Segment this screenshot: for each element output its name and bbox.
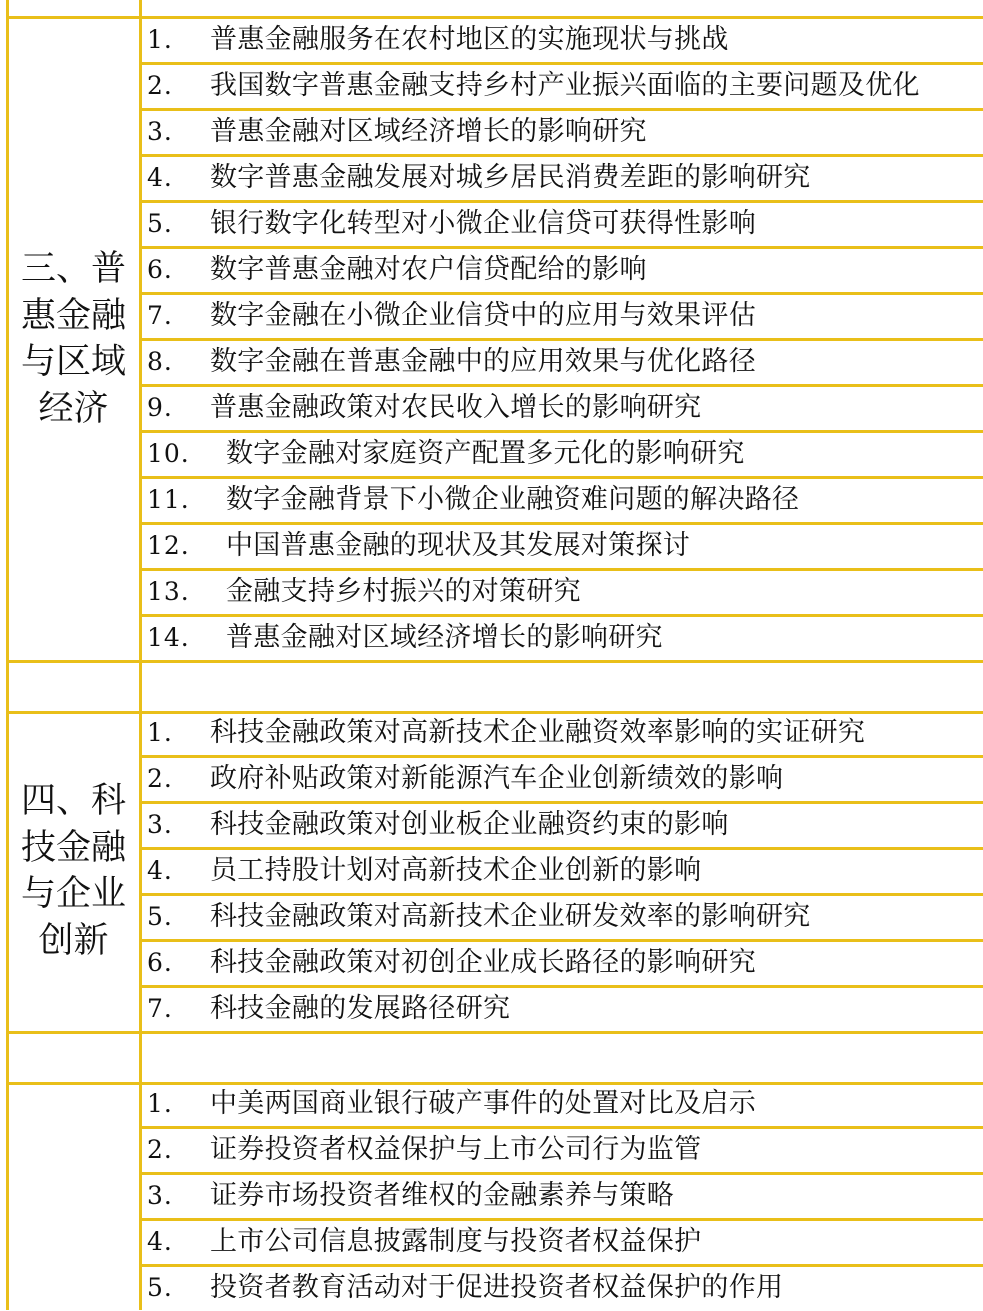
table-row xyxy=(141,523,983,569)
item-number: 2. xyxy=(147,764,173,793)
item-number: 1. xyxy=(147,25,173,54)
table-row xyxy=(141,615,983,661)
item-number: 5. xyxy=(147,209,173,238)
table-row xyxy=(141,17,983,63)
table-row xyxy=(141,1265,983,1311)
table-row xyxy=(141,1127,983,1173)
item-title: 金融支持乡村振兴的对策研究 xyxy=(226,576,581,607)
item-number: 6. xyxy=(147,255,173,284)
item-number: 2. xyxy=(147,71,173,100)
item-number: 14. xyxy=(147,623,190,652)
table-row xyxy=(141,155,983,201)
item-title: 上市公司信息披露制度与投资者权益保护 xyxy=(210,1226,702,1257)
item-title: 数字金融对家庭资产配置多元化的影响研究 xyxy=(226,438,745,469)
table-row xyxy=(141,201,983,247)
table-row xyxy=(141,477,983,523)
table-row xyxy=(141,431,983,477)
item-number: 7. xyxy=(147,994,173,1023)
section-bottom-border xyxy=(6,1031,983,1034)
item-number: 3. xyxy=(147,1181,173,1210)
item-title: 我国数字普惠金融支持乡村产业振兴面临的主要问题及优化 xyxy=(210,70,920,101)
table-row xyxy=(141,986,983,1032)
item-number: 11. xyxy=(147,485,190,514)
item-title: 员工持股计划对高新技术企业创新的影响 xyxy=(210,855,702,886)
section-label-cell xyxy=(6,17,141,661)
item-title: 银行数字化转型对小微企业信贷可获得性影响 xyxy=(210,208,756,239)
item-title: 中国普惠金融的现状及其发展对策探讨 xyxy=(226,530,691,561)
table-row xyxy=(141,293,983,339)
table-row xyxy=(141,848,983,894)
item-number: 4. xyxy=(147,163,173,192)
item-title: 中美两国商业银行破产事件的处置对比及启示 xyxy=(210,1088,756,1119)
item-title: 科技金融政策对高新技术企业融资效率影响的实证研究 xyxy=(210,717,866,748)
table-row xyxy=(141,1219,983,1265)
item-title: 科技金融政策对高新技术企业研发效率的影响研究 xyxy=(210,901,811,932)
item-number: 3. xyxy=(147,810,173,839)
item-title: 证券投资者权益保护与上市公司行为监管 xyxy=(210,1134,702,1165)
table-row xyxy=(141,1081,983,1127)
item-title: 普惠金融政策对农民收入增长的影响研究 xyxy=(210,392,702,423)
item-title: 科技金融政策对初创企业成长路径的影响研究 xyxy=(210,947,756,978)
item-number: 5. xyxy=(147,902,173,931)
table-row xyxy=(141,63,983,109)
item-title: 普惠金融服务在农村地区的实施现状与挑战 xyxy=(210,24,729,55)
table-row xyxy=(141,569,983,615)
section-bottom-border xyxy=(6,660,983,663)
item-number: 4. xyxy=(147,1227,173,1256)
item-title: 普惠金融对区域经济增长的影响研究 xyxy=(210,116,647,147)
section-label-cell xyxy=(6,710,141,1032)
item-number: 1. xyxy=(147,718,173,747)
item-number: 1. xyxy=(147,1089,173,1118)
item-number: 2. xyxy=(147,1135,173,1164)
table-row xyxy=(141,756,983,802)
item-title: 科技金融的发展路径研究 xyxy=(210,993,511,1024)
item-title: 投资者教育活动对于促进投资者权益保护的作用 xyxy=(210,1272,784,1303)
item-number: 6. xyxy=(147,948,173,977)
table-row xyxy=(141,940,983,986)
item-title: 数字金融在普惠金融中的应用效果与优化路径 xyxy=(210,346,756,377)
item-title: 数字金融在小微企业信贷中的应用与效果评估 xyxy=(210,300,756,331)
table-row xyxy=(141,1173,983,1219)
item-number: 10. xyxy=(147,439,190,468)
item-number: 13. xyxy=(147,577,190,606)
item-title: 数字普惠金融对农户信贷配给的影响 xyxy=(210,254,647,285)
item-number: 12. xyxy=(147,531,190,560)
item-title: 普惠金融对区域经济增长的影响研究 xyxy=(226,622,663,653)
item-number: 4. xyxy=(147,856,173,885)
item-number: 8. xyxy=(147,347,173,376)
table-row xyxy=(141,109,983,155)
item-title: 证券市场投资者维权的金融素养与策略 xyxy=(210,1180,675,1211)
item-number: 5. xyxy=(147,1273,173,1302)
item-number: 9. xyxy=(147,393,173,422)
table-row xyxy=(141,802,983,848)
section-label: 三、普惠金融与区域经济 xyxy=(20,249,126,429)
table-row xyxy=(141,385,983,431)
section-label: 四、科技金融与企业创新 xyxy=(20,781,126,961)
item-title: 科技金融政策对创业板企业融资约束的影响 xyxy=(210,809,729,840)
table-row xyxy=(141,710,983,756)
section-label-cell xyxy=(6,1081,141,1311)
table-row xyxy=(141,894,983,940)
item-number: 7. xyxy=(147,301,173,330)
item-number: 3. xyxy=(147,117,173,146)
item-title: 政府补贴政策对新能源汽车企业创新绩效的影响 xyxy=(210,763,784,794)
item-title: 数字金融背景下小微企业融资难问题的解决路径 xyxy=(226,484,800,515)
table-row xyxy=(141,339,983,385)
item-title: 数字普惠金融发展对城乡居民消费差距的影响研究 xyxy=(210,162,811,193)
table-row xyxy=(141,247,983,293)
